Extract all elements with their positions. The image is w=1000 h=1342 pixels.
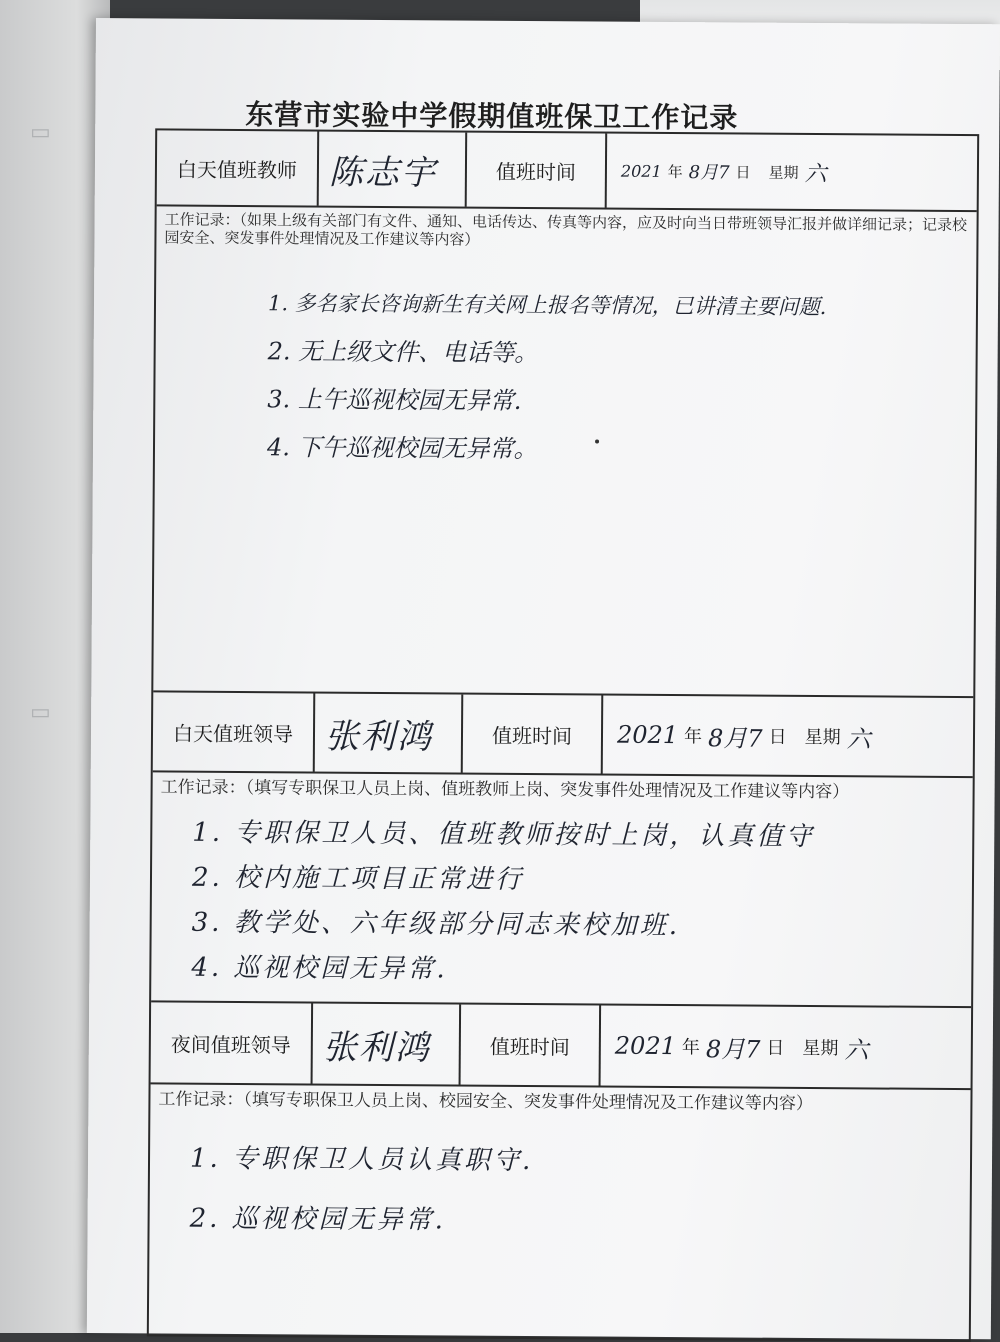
weekday-label: 星期 (804, 726, 841, 749)
record-entry: 1. 专职保卫人员认真职守. (189, 1143, 534, 1177)
day-leader-record (151, 772, 973, 1008)
duty-date (603, 696, 974, 777)
date-year: 2021 (620, 161, 662, 181)
day-label: 日 (735, 162, 751, 182)
date-year: 2021 (616, 720, 679, 750)
record-entry: 2. 无上级文件、电话等。 (267, 337, 539, 368)
year-label: 年 (684, 726, 703, 748)
duty-record-sheet (87, 18, 1000, 1339)
year-label: 年 (667, 162, 683, 181)
day-teacher-entries (267, 279, 958, 476)
record-entry: 4. 下午巡视校园无异常。 (266, 433, 538, 464)
night-leader-signature: 张利鸿 (313, 1004, 462, 1085)
day-leader-entries (191, 811, 972, 996)
duty-date (607, 134, 978, 211)
ghost-mark: ▭ (30, 700, 51, 725)
record-table (147, 128, 979, 1342)
record-entry: 3. 教学处、六年级部分同志来校加班. (191, 907, 681, 942)
record-entry: 2. 巡视校园无异常. (189, 1203, 447, 1236)
date-month-day: 8月7 (705, 1034, 761, 1064)
night-leader-record (149, 1084, 971, 1340)
weekday-label: 星期 (768, 163, 799, 182)
day-teacher-label: 白天值班教师 (157, 130, 320, 205)
record-instructions: 工作记录：（如果上级有关部门有文件、通知、电话传达、传真等内容，应及时向当日带班领导汇报并做详细记录；记录校园安全、突发事件处理情况及工作建议等内容） (164, 210, 968, 249)
day-label: 日 (766, 1037, 785, 1059)
page-title: 东营市实验中学假期值班保卫工作记录 (245, 98, 739, 135)
duty-time-label: 值班时间 (467, 133, 608, 208)
day-teacher-signature: 陈志宇 (319, 132, 468, 207)
duty-time-label: 值班时间 (463, 695, 604, 774)
weekday-label: 星期 (802, 1037, 839, 1060)
pen-dot (595, 439, 599, 443)
date-year: 2021 (614, 1031, 677, 1061)
day-label: 日 (768, 726, 787, 748)
record-entry: 1. 专职保卫人员、值班教师按时上岗，认真值守 (192, 817, 815, 853)
weekday-value: 六 (844, 1035, 869, 1064)
night-leader-label: 夜间值班领导 (151, 1002, 314, 1083)
day-leader-label: 白天值班领导 (153, 692, 316, 771)
night-leader-entries (189, 1129, 970, 1254)
duty-time-label: 值班时间 (461, 1005, 602, 1086)
duty-date (601, 1006, 972, 1089)
date-month-day: 8月7 (707, 723, 763, 753)
record-entry: 3. 上午巡视校园无异常. (267, 385, 522, 415)
record-entry: 4. 巡视校园无异常. (191, 952, 448, 985)
year-label: 年 (681, 1037, 700, 1059)
ghost-mark: ▭ (30, 120, 51, 145)
weekday-value: 六 (804, 161, 827, 187)
record-instructions: 工作记录：（填写专职保卫人员上岗、校园安全、突发事件处理情况及工作建议等内容） (158, 1089, 814, 1115)
weekday-value: 六 (846, 724, 871, 753)
record-instructions: 工作记录：（填写专职保卫人员上岗、值班教师上岗、突发事件处理情况及工作建议等内容） (160, 777, 850, 803)
day-leader-signature: 张利鸿 (315, 694, 464, 773)
date-month-day: 8月7 (688, 162, 730, 184)
night-leader-header-row (151, 1002, 972, 1090)
day-teacher-header-row (157, 130, 978, 212)
record-entry: 1. 多名家长咨询新生有关网上报名等情况，已讲清主要问题. (267, 291, 827, 320)
day-teacher-record (153, 206, 976, 698)
day-leader-header-row (153, 692, 974, 778)
record-entry: 2. 校内施工项目正常进行 (191, 862, 525, 896)
